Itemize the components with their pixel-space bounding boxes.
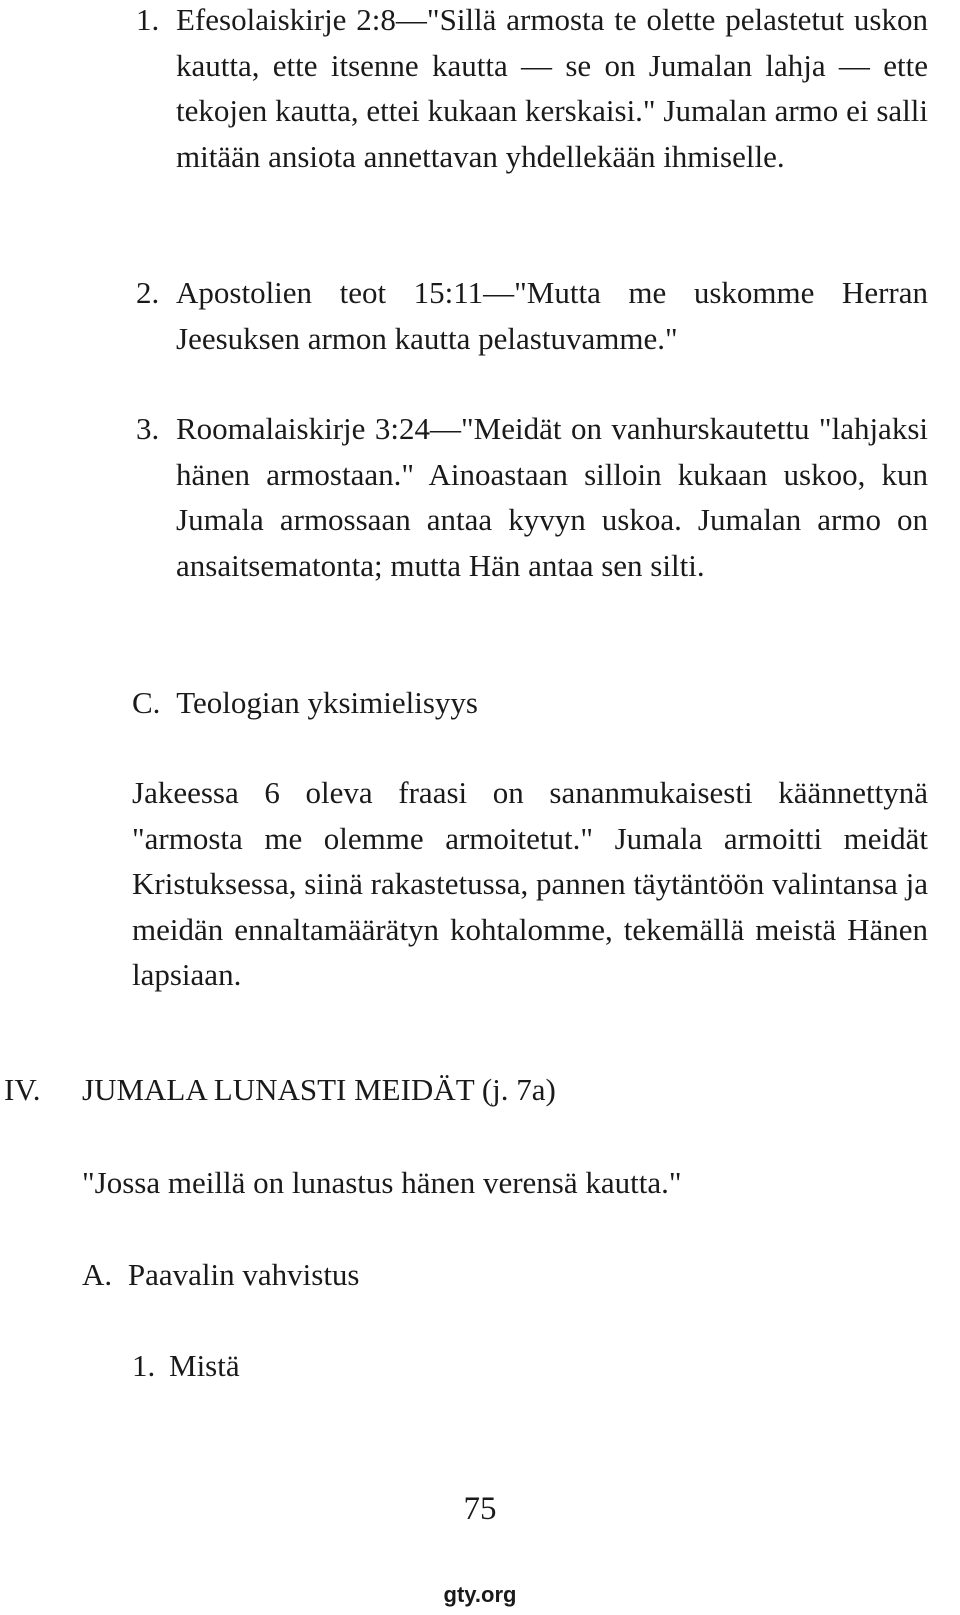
section-numeral: IV. — [4, 1072, 41, 1107]
list-item-2 — [136, 270, 928, 361]
section-title: JUMALA LUNASTI MEIDÄT (j. 7a) — [82, 1072, 556, 1107]
list-item-number: 2. — [136, 275, 160, 310]
footer-site-name: gty.org — [443, 1582, 517, 1607]
subsection-title: Teologian yksimielisyys — [176, 685, 478, 720]
section-quote: "Jossa meillä on lunastus hänen verensä kautta." — [82, 1165, 682, 1200]
list-item-number: 1. — [136, 2, 160, 37]
page-number: 75 — [463, 1491, 497, 1527]
list-item-3 — [136, 406, 928, 588]
subsection-heading-a — [82, 1252, 360, 1298]
subsection-title: Paavalin vahvistus — [127, 1257, 360, 1292]
list-item-text: Apostolien teot 15:11—"Mutta me uskomme Herran Jeesuksen armon kautta pelastuvamme." — [176, 275, 928, 356]
subsection-letter: A. — [82, 1257, 113, 1292]
list-item-text: Efesolaiskirje 2:8—"Sillä armosta te olette pelastetut uskon kautta, ette itsenne kautta — se on Jumalan lahja — ette tekojen kautta, ettei kukaan kerskaisi." Jumalan armo ei salli mitään ansiota annettavan yhdellekään ihmiselle. — [176, 2, 928, 174]
list-item-text: Mistä — [169, 1348, 240, 1383]
list-item-number: 1. — [132, 1348, 156, 1383]
list-item-a1 — [132, 1343, 240, 1389]
paragraph-c: Jakeessa 6 oleva fraasi on sananmukaisesti käännettynä "armosta me olemme armoitetut." Jumala armoitti meidät Kristuksessa, siinä rakastetussa, pannen täytäntöön valintansa ja meidän ennaltamäärätyn kohtalomme, tekemällä meistä Hänen lapsiaan. — [132, 775, 928, 992]
list-item-1 — [136, 0, 928, 179]
list-item-number: 3. — [136, 411, 160, 446]
list-item-text: Roomalaiskirje 3:24—"Meidät on vanhurskautettu "lahjaksi hänen armostaan." Ainoastaan silloin kukaan uskoo, kun Jumala armossaan antaa kyvyn uskoa. Jumalan armo on ansaitsematonta; mutta Hän antaa sen silti. — [176, 411, 928, 583]
subsection-letter: C. — [132, 685, 161, 720]
subsection-heading-c — [132, 680, 478, 726]
